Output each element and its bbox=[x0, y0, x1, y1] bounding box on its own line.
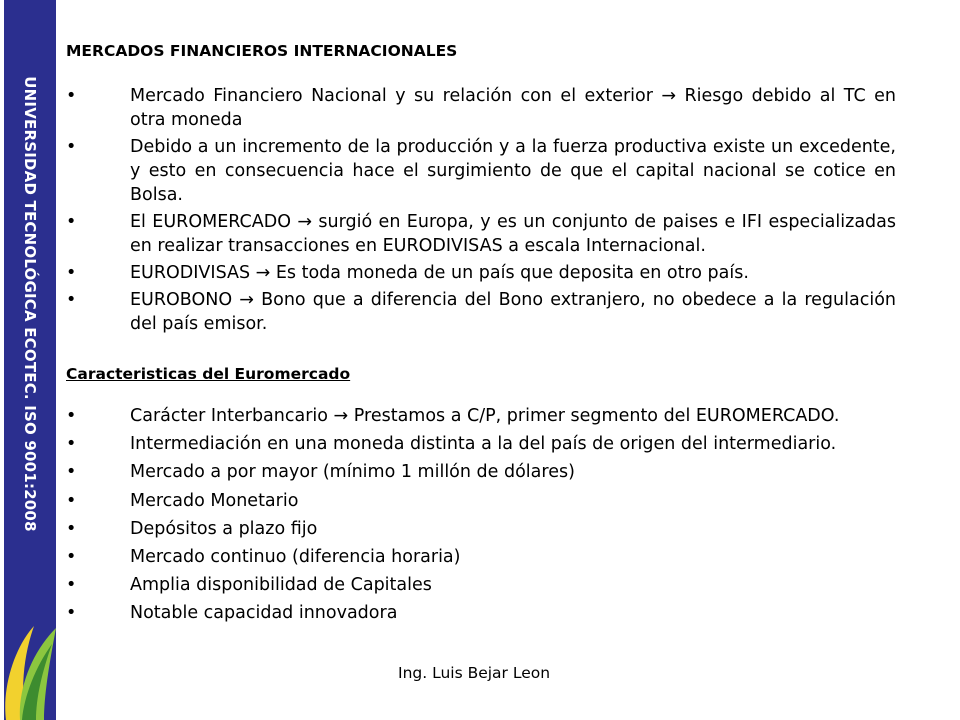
bullet-icon: • bbox=[66, 603, 77, 624]
list-item-text: Debido a un incremento de la producción y a la fuerza productiva existe un excedente, y esto en consecuencia hace el surgimiento de que el capital nacional se cotice en Bolsa. bbox=[130, 137, 896, 205]
bullet-icon: • bbox=[66, 462, 77, 483]
author-footer: Ing. Luis Bejar Leon bbox=[398, 664, 551, 682]
bullet-icon: • bbox=[66, 518, 77, 539]
list-item-text: El EUROMERCADO → surgió en Europa, y es un conjunto de paises e IFI especializadas en realizar transacciones en EURODIVISAS a escala Internacional. bbox=[130, 212, 896, 256]
list-item bbox=[66, 404, 896, 428]
list-item bbox=[66, 432, 896, 456]
list-item bbox=[66, 261, 896, 285]
characteristics-bullet-list bbox=[66, 404, 896, 630]
list-item-text: Mercado Financiero Nacional y su relación con el exterior → Riesgo debido al TC en otra moneda bbox=[130, 86, 896, 130]
list-item bbox=[66, 84, 896, 132]
list-item bbox=[66, 135, 896, 207]
list-item-text: Intermediación en una moneda distinta a la del país de origen del intermediario. bbox=[130, 434, 837, 455]
sidebar bbox=[0, 0, 60, 720]
bullet-icon: • bbox=[66, 212, 77, 232]
list-item-text: Carácter Interbancario → Prestamos a C/P, primer segmento del EUROMERCADO. bbox=[130, 406, 840, 426]
bullet-icon: • bbox=[66, 86, 77, 106]
bullet-icon: • bbox=[66, 137, 77, 157]
list-item-text: Depósitos a plazo fijo bbox=[130, 518, 318, 539]
bullet-icon: • bbox=[66, 290, 77, 310]
slide-heading: MERCADOS FINANCIEROS INTERNACIONALES bbox=[66, 42, 458, 60]
list-item-text: Notable capacidad innovadora bbox=[130, 603, 398, 624]
list-item bbox=[66, 573, 896, 597]
list-item bbox=[66, 489, 896, 513]
bullet-icon: • bbox=[66, 263, 77, 283]
list-item bbox=[66, 517, 896, 541]
list-item bbox=[66, 601, 896, 625]
bullet-icon: • bbox=[66, 546, 77, 567]
bullet-icon: • bbox=[66, 490, 77, 511]
bullet-icon: • bbox=[66, 406, 77, 426]
list-item bbox=[66, 288, 896, 336]
list-item-text: EUROBONO → Bono que a diferencia del Bono extranjero, no obedece a la regulación del país emisor. bbox=[130, 290, 896, 334]
university-logo-leaf-icon bbox=[0, 608, 62, 720]
bullet-icon: • bbox=[66, 575, 77, 596]
markets-bullet-list bbox=[66, 84, 896, 339]
university-vertical-label: UNIVERSIDAD TECNOLÓGICA ECOTEC. ISO 9001:2008 bbox=[21, 76, 39, 532]
list-item-text: Mercado Monetario bbox=[130, 490, 299, 511]
list-item-text: Mercado continuo (diferencia horaria) bbox=[130, 546, 461, 567]
list-item bbox=[66, 210, 896, 258]
bullet-icon: • bbox=[66, 434, 77, 455]
list-item-text: Mercado a por mayor (mínimo 1 millón de dólares) bbox=[130, 462, 575, 483]
list-item-text: EURODIVISAS → Es toda moneda de un país que deposita en otro país. bbox=[130, 263, 749, 283]
list-item bbox=[66, 545, 896, 569]
list-item-text: Amplia disponibilidad de Capitales bbox=[130, 575, 432, 596]
list-item bbox=[66, 460, 896, 484]
section-subheading: Caracteristicas del Euromercado bbox=[66, 365, 351, 383]
